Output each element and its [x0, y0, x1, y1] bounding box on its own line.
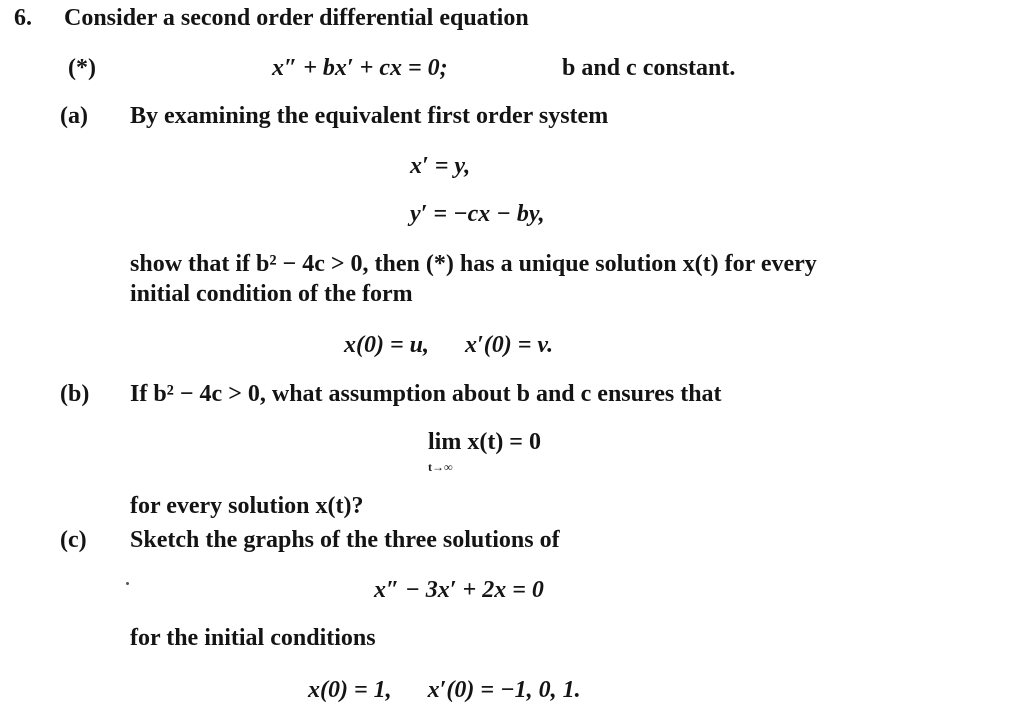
part-a-show-line-2: initial condition of the form [130, 281, 413, 307]
star-label: (*) [68, 55, 96, 81]
part-c-initial-conditions: x(0) = 1, x′(0) = −1, 0, 1. [308, 677, 581, 703]
part-b-text: If b² − 4c > 0, what assumption about b and c ensures that [130, 381, 722, 407]
part-c-text: Sketch the graphs of the three solutions of [130, 527, 560, 553]
part-a-initial-conditions: x(0) = u, x′(0) = v. [344, 332, 554, 358]
problem-number: 6. [14, 5, 32, 31]
part-a-label: (a) [60, 103, 88, 129]
stray-mark [126, 582, 129, 585]
problem-intro: Consider a second order differential equation [64, 5, 529, 31]
constants-note: b and c constant. [562, 55, 736, 81]
main-equation: x″ + bx′ + cx = 0; [272, 55, 448, 81]
part-c-label: (c) [60, 527, 87, 553]
part-a-show-line-1: show that if b² − 4c > 0, then (*) has a unique solution x(t) for every [130, 251, 817, 277]
system-equation-2: y′ = −cx − by, [410, 201, 545, 227]
part-b-followup: for every solution x(t)? [130, 493, 364, 519]
system-equation-1: x′ = y, [410, 153, 471, 179]
limit-expression: lim x(t) = 0 [428, 429, 541, 455]
part-c-ic-intro: for the initial conditions [130, 625, 376, 651]
part-a-text: By examining the equivalent first order system [130, 103, 609, 129]
part-b-label: (b) [60, 381, 90, 407]
limit-subscript: t→∞ [428, 460, 453, 474]
part-c-equation: x″ − 3x′ + 2x = 0 [374, 577, 544, 603]
